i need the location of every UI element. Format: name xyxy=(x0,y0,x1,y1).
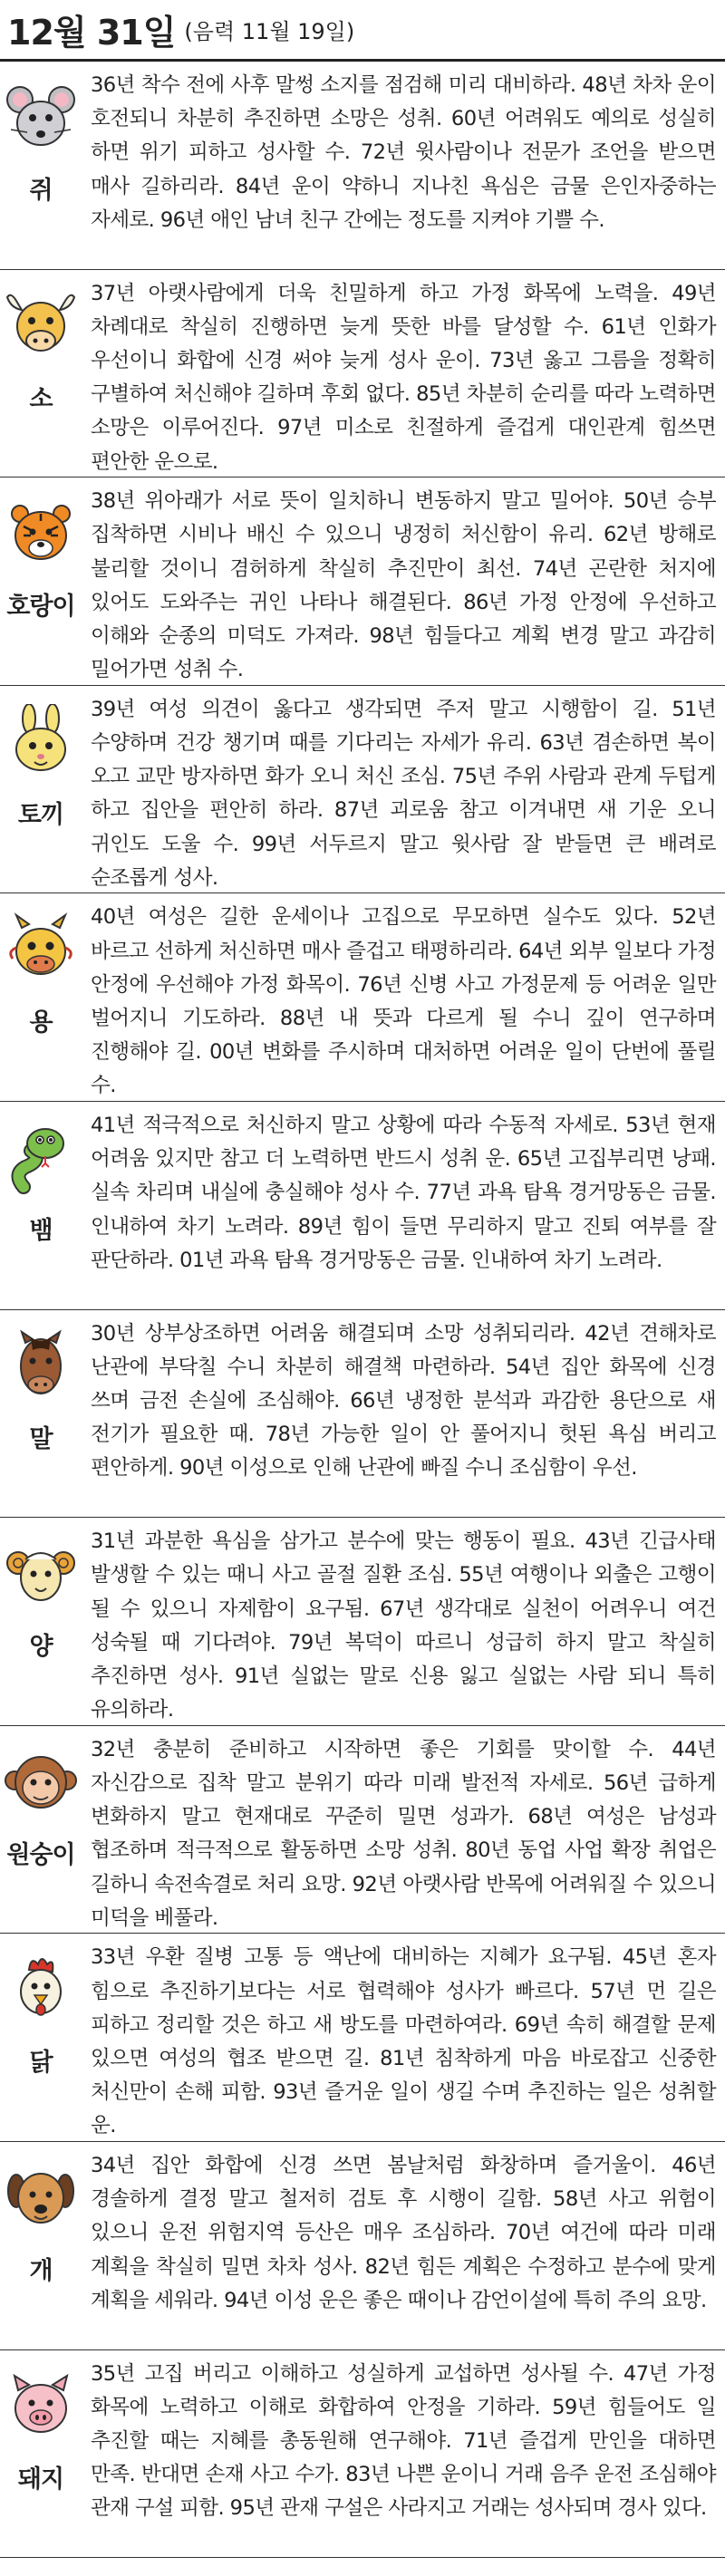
dog-icon xyxy=(4,2160,78,2234)
zodiac-name: 호랑이 xyxy=(6,593,75,622)
fortune-text: 41년 적극적으로 처신하지 말고 상황에 따라 수동적 자세로. 53년 현재 어려움 있지만 참고 더 노력하면 반드시 성취 운. 65년 고집부리면 낭패. 실속 차리며 내실에 충실해야 성사 수. 77년 과욕 탐욕 경거망동은 금물. 인내하여 차기 노려라. 89년 힘이 들면 무리하지 말고 진퇴 여부를 잘 판단하라. 01년 과욕 탐욕 경거망동은 금물. 인내하여 차기 노려라. xyxy=(91,1113,716,1272)
zodiac-row xyxy=(0,2142,725,2350)
date-title: 12월 31일 xyxy=(7,13,176,53)
zodiac-name: 소 xyxy=(29,384,53,413)
tiger-icon xyxy=(4,496,78,570)
zodiac-row xyxy=(0,62,725,270)
sheep-icon xyxy=(4,1536,78,1610)
pig-icon xyxy=(4,2369,78,2443)
dragon-icon xyxy=(4,912,78,986)
zodiac-name: 양 xyxy=(29,1633,53,1662)
fortune-text: 30년 상부상조하면 어려움 해결되며 소망 성취되리라. 42년 견해차로 난관에 부닥칠 수니 차분히 해결책 마련하라. 54년 집안 화목에 신경 쓰며 금전 손실에 조심해야. 66년 냉정한 분석과 과감한 용단으로 새 전기가 필요한 때. 78년 가능한 일이 안 풀어지니 헛된 욕심 버리고 편안하게. 90년 이성으로 인해 난관에 빠질 수니 조심함이 우선. xyxy=(91,1321,716,1481)
fortune-text: 37년 아랫사람에게 더욱 친밀하게 하고 가정 화목에 노력을. 49년 차례대로 착실히 진행하면 늦게 뜻한 바를 달성할 수. 61년 인화가 우선이니 화합에 신경 써야 늦게 성사 운이. 73년 옳고 그름을 정확히 구별하여 처신해야 길하며 후회 없다. 85년 차분히 순리를 따라 노력하면 소망은 이루어진다. 97년 미소로 친절하게 즐겁게 대인관계 힘쓰면 편안한 운으로. xyxy=(91,281,716,474)
zodiac-name: 쥐 xyxy=(29,177,53,205)
lunar-date: (음력 11월 19일) xyxy=(184,19,355,44)
zodiac-row xyxy=(0,686,725,894)
zodiac-row xyxy=(0,1518,725,1726)
zodiac-name: 닭 xyxy=(29,2049,53,2078)
ox-icon xyxy=(4,288,78,362)
monkey-icon xyxy=(4,1744,78,1819)
zodiac-row xyxy=(0,478,725,686)
page-header xyxy=(0,0,725,62)
zodiac-name: 용 xyxy=(29,1008,53,1037)
rabbit-icon xyxy=(4,704,78,778)
fortune-text: 33년 우환 질병 고통 등 액난에 대비하는 지혜가 요구됨. 45년 혼자 힘으로 추진하기보다는 서로 협력해야 성사가 빠르다. 57년 먼 길은 피하고 정리할 것은 하고 새 방도를 마련하여라. 69년 속히 해결할 문제 있으면 여성의 협조 받으면 길. 81년 침착하게 마음 바로잡고 신중한 처신만이 손해 피함. 93년 즐거운 일이 생길 수며 추진하는 일은 성취할 운. xyxy=(91,1945,716,2138)
snake-icon xyxy=(4,1120,78,1194)
rooster-icon xyxy=(4,1952,78,2026)
horse-icon xyxy=(4,1328,78,1403)
zodiac-name: 토끼 xyxy=(17,800,64,829)
fortune-text: 32년 충분히 준비하고 시작하면 좋은 기회를 맞이할 수. 44년 자신감으로 집착 말고 분위기 따라 미래 발전적 자세로. 56년 급하게 변화하지 말고 현재대로 꾸준히 밀면 성과가. 68년 여성은 남성과 협조하며 적극적으로 활동하면 소망 성취. 80년 동업 사업 확장 취업은 길하니 속전속결로 처리 요망. 92년 아랫사람 반목에 어려워질 수 있으니 미덕을 베풀라. xyxy=(91,1737,716,1930)
fortune-text: 31년 과분한 욕심을 삼가고 분수에 맞는 행동이 필요. 43년 긴급사태 발생할 수 있는 때니 사고 골절 질환 조심. 55년 여행이나 외출은 고행이 될 수 있으니 자제함이 요구됨. 67년 생각대로 실천이 어려우니 여건 성숙될 때 기다려야. 79년 복덕이 따르니 성급히 하지 말고 착실히 추진하면 성사. 91년 실없는 말로 신용 잃고 실없는 사람 되니 특히 유의하라. xyxy=(91,1529,716,1722)
fortune-text: 39년 여성 의견이 옳다고 생각되면 주저 말고 시행함이 길. 51년 수양하며 건강 챙기며 때를 기다리는 자세가 유리. 63년 겸손하면 복이 오고 교만 방자하면 화가 오니 처신 조심. 75년 주위 사람과 관계 두텁게 하고 집안을 편안히 하라. 87년 괴로움 참고 이겨내면 새 기운 오니 귀인도 도울 수. 99년 서두르지 말고 윗사람 잘 받들면 큰 배려로 순조롭게 성사. xyxy=(91,697,716,890)
zodiac-row xyxy=(0,270,725,478)
zodiac-list xyxy=(0,62,725,2558)
zodiac-row xyxy=(0,893,725,1102)
zodiac-name: 개 xyxy=(29,2256,53,2285)
zodiac-name: 말 xyxy=(29,1424,53,1453)
zodiac-name: 뱀 xyxy=(29,1216,53,1245)
zodiac-name: 원숭이 xyxy=(6,1840,75,1869)
rat-icon xyxy=(4,80,78,154)
zodiac-row xyxy=(0,2350,725,2559)
zodiac-row xyxy=(0,1934,725,2142)
zodiac-name: 돼지 xyxy=(17,2465,64,2494)
fortune-text: 36년 착수 전에 사후 말썽 소지를 점검해 미리 대비하라. 48년 차차 운이 호전되니 차분히 추진하면 소망은 성취. 60년 어려워도 예의로 성실히 하면 위기 피하고 성사할 수. 72년 윗사람이나 전문가 조언을 받으면 매사 길하리라. 84년 운이 약하니 지나친 욕심은 금물 은인자중하는 자세로. 96년 애인 남녀 친구 간에는 정도를 지켜야 기쁠 수. xyxy=(91,73,716,232)
fortune-text: 38년 위아래가 서로 뜻이 일치하니 변동하지 말고 밀어야. 50년 승부 집착하면 시비나 배신 수 있으니 냉정히 처신함이 유리. 62년 방해로 불리할 것이니 겸허하게 착실히 추진만이 최선. 74년 곤란한 처지에 있어도 도와주는 귀인 나타나 해결된다. 86년 가정 안정에 우선하고 이해와 순종의 미덕도 가져라. 98년 힘들다고 계획 변경 말고 과감히 밀어가면 성취 수. xyxy=(91,489,716,682)
zodiac-row xyxy=(0,1310,725,1519)
fortune-text: 34년 집안 화합에 신경 쓰면 봄날처럼 화창하며 즐거울이. 46년 경솔하게 결정 말고 철저히 검토 후 시행이 길함. 58년 사고 위험이 있으니 운전 위험지역 등산은 매우 조심하라. 70년 여건에 따라 미래 계획을 착실히 밀면 차차 성사. 82년 힘든 계획은 수정하고 분수에 맞게 계획을 세워라. 94년 이성 운은 좋은 때이나 감언이설에 특히 주의 요망. xyxy=(91,2153,716,2312)
zodiac-row xyxy=(0,1102,725,1310)
zodiac-row xyxy=(0,1726,725,1934)
fortune-text: 35년 고집 버리고 이해하고 성실하게 교섭하면 성사될 수. 47년 가정 화목에 노력하고 이해로 화합하여 안정을 기하라. 59년 힘들어도 일 추진할 때는 지혜를 총동원해 연구해야. 71년 즐겁게 만인을 대하면 만족. 반대면 손재 사고 수가. 83년 나쁜 운이니 거래 음주 운전 조심해야 관재 구설 피함. 95년 관재 구설은 사라지고 거래는 성사되며 경사 있다. xyxy=(91,2361,716,2521)
fortune-text: 40년 여성은 길한 운세이나 고집으로 무모하면 실수도 있다. 52년 바르고 선하게 처신하면 매사 즐겁고 태평하리라. 64년 외부 일보다 가정 안정에 우선해야 가정 화목이. 76년 신병 사고 가정문제 등 어려운 일만 벌어지니 기도하라. 88년 내 뜻과 다르게 될 수니 깊이 연구하며 진행해야 길. 00년 변화를 주시하며 대처하면 어려운 일이 단번에 풀릴 수. xyxy=(91,905,716,1098)
